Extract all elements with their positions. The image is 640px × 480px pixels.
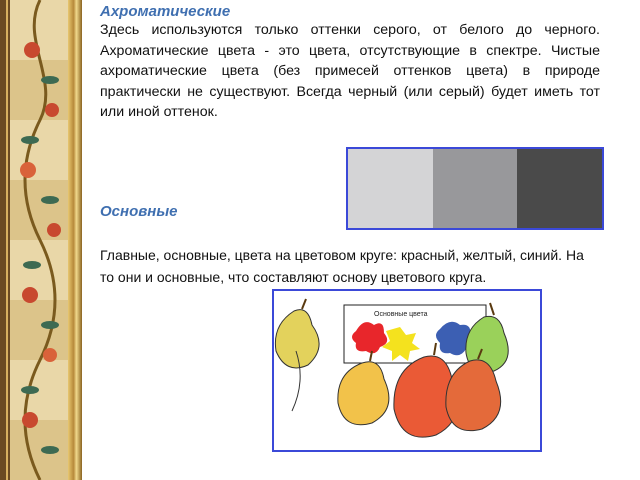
pears-illustration [272,289,542,452]
light-gray-swatch [348,149,433,228]
gray-swatch-panel [346,147,604,230]
dark-gray-swatch [517,149,602,228]
primary-heading: Основные [100,203,178,220]
pears-board-label: Основные цвета [374,311,428,318]
medium-gray-swatch [433,149,518,228]
achromatic-paragraph: Здесь используются только оттенки серого, от белого до черного. Ахроматические цвета - это цвета, отсутствующие в спектре. Чистые ахроматические цвета (без примесей оттенков цвета) в природе практически не существуют. Всегда черный (или серый) будет иметь тот или иной оттенок. [100,22,600,120]
ornamental-border [0,0,82,480]
achromatic-heading: Ахроматические [100,3,231,20]
primary-paragraph: Главные, основные, цвета на цветовом круге: красный, желтый, синий. На то они и основные, что составляют основу цветового круга. [100,247,584,285]
